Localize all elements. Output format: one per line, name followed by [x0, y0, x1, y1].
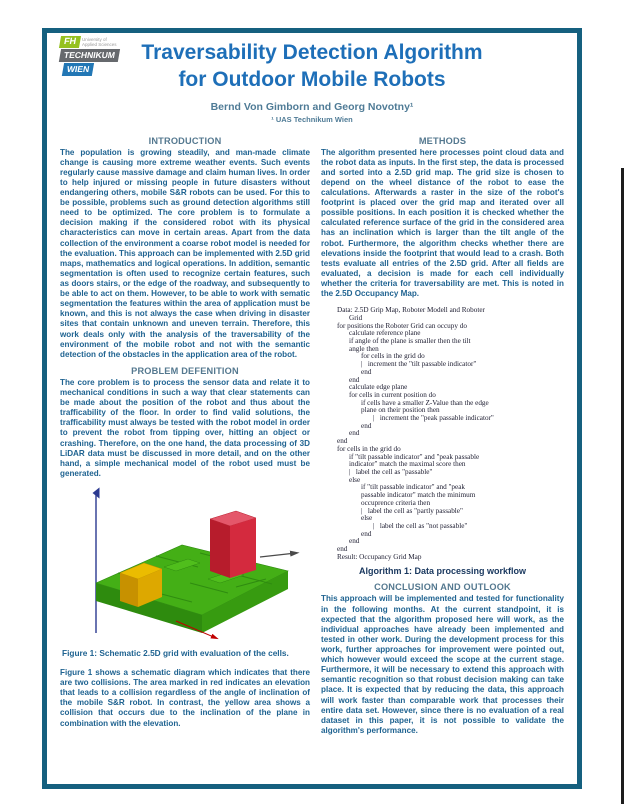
affiliation-line: ¹ UAS Technikum Wien — [271, 114, 353, 124]
introduction-heading: INTRODUCTION — [148, 135, 222, 146]
algorithm-1-caption: Algorithm 1: Data processing workflow — [358, 566, 527, 577]
y-axis-arrow — [260, 553, 296, 557]
algorithm-line: passable indicator" match the minimum — [361, 491, 476, 500]
algorithm-line: calculate edge plane — [349, 383, 408, 392]
methods-text: The algorithm presented here processes point cloud data and the robot data as inputs. In the first step, the data is processed and sorted into a 2.5D grid map. The grid size is chosen to depend on the wheel distance of the robot to ease the calculations. Afterwards a raster in the size of the robot's footprint is placed over the grid map and iterated over all possible positions. In each position it is checked whether the calculated reference surface of the grid in the considered area has an inclination which is larger than the tilt angle of the robot. Furthermore, the algorithm checks whether there are elevations inside the footprint that would lead to a crash. Both tests evaluate all entries of the 2.5D grid. After all fields are evaluated, a decision is made for each cell individually whether the criteria for traversability are met. This is noted in the 2.5D Occupancy Map. — [321, 147, 564, 299]
algorithm-line: end — [349, 537, 360, 546]
fh-technikum-wien-logo — [60, 36, 130, 75]
left-column — [60, 130, 310, 740]
problem-definition-text: The core problem is to process the sensor data and relate it to mechanical conditions in such a way that clear statements can be made about the position of the robot and thus about the trafficability of the floor. In order to find valid solutions, the trafficability must always be tested with the robot model in order to prevent the robot from tipping over, hitting an object or crashing. Therefore, on the one hand, the data processing of 3D LiDAR data must be discussed in more detail, and on the other hand, a simple mechanical model of the robot used must be generated. — [60, 377, 310, 478]
algorithm-line: end — [349, 375, 360, 384]
algorithm-line: end — [349, 429, 360, 438]
figure-discussion-text: Figure 1 shows a schematic diagram which indicates that there are two collisions. The area marked in red indicates an elevation that leads to a collision regardless of the angle of inclination of the mobile S&R robot. In contrast, the yellow area shows a collision that occurs due to the inclination of the plane in combination with the elevation. — [60, 667, 310, 728]
algorithm-line: | label the cell as "not passable" — [373, 521, 468, 530]
algorithm-line: | increment the "peak passable indicator" — [373, 414, 494, 423]
algorithm-line: if angle of the plane is smaller then the tilt — [349, 337, 471, 346]
figure-2_5d-grid-schematic — [60, 483, 310, 641]
methods-heading: METHODS — [418, 135, 467, 146]
algorithm-line: Result: Occupancy Grid Map — [337, 552, 422, 561]
right-column — [321, 130, 564, 740]
logo-fh-mark: FH — [59, 36, 81, 48]
authors-line: Bernd Von Gimborn and Georg Novotny¹ — [210, 100, 414, 113]
algorithm-line: angle then — [349, 344, 379, 353]
algorithm-pseudocode — [321, 303, 564, 563]
introduction-text: The population is growing steadily, and man-made climate change is causing more extreme weather events. Such events regularly cause massive damage and claim human lives. In order to help injured or missing people in future disasters without endangering others, mobile S&R robots can be used. For this to be possible, problems such as ground detection algorithms still need to be optimized. The core problem is to formulate a decision making if the considered robot with its physical characteristics can move in certain areas. Apart from the data collection of the environment a coarse robot model is needed for the evaluation. This approach can be implemented with 2.5D grid maps, mathematics and logical operations. In addition, semantic segmentation is often used to recognize certain features, such as doors stairs, or the edge of the roadway, and subsequently to be able to act on them. However, to be able to work with sematic segmentation the features within the area of application must be known, and this is not always the case when driving in disaster sites that contain unknown and uneven terrain. Therefore, this work deals only with the analysis of the traversability of the environment of the mobile robot and not with the semantic detection of the obstacles in the application area of the robot. — [60, 147, 310, 359]
algorithm-line: occuprence criteria then — [361, 498, 431, 507]
logo-technikum-bar: TECHNIKUM — [59, 49, 120, 62]
logo-wien-bar: WIEN — [62, 63, 94, 76]
algorithm-line: end — [337, 437, 348, 446]
algorithm-line: if "tilt passable indicator" and "peak passable — [349, 452, 480, 461]
poster-title-line1: Traversability Detection Algorithm — [141, 41, 483, 64]
conclusion-text: This approach will be implemented and tested for functionality in the following months. At the current standpoint, it is expected that the algorithm proposed here will work, as the individual approaches have already been implemented and tested in other work. During the development process for this work, further approaches for improvement were pointed out, which however would exceed the scope at the current stage. Furthermore, it will be necessary to extend this approach with semantic recognition so that robust decision making can take place. It is expected that by reducing the data, this approach will work faster than comparable work that processes their entire data set. However, since there is no evaluation of a real dataset in this paper, it is not possible to validate the algorithm's performance. — [321, 594, 564, 735]
algorithm-line: plane on their position then — [361, 406, 440, 415]
algorithm-line: | label the cell as "passable" — [349, 468, 433, 476]
algorithm-line: for cells in the grid do — [361, 352, 425, 361]
algorithm-line: | increment the "tilt passable indicator" — [361, 360, 477, 369]
algorithm-line: end — [337, 545, 348, 554]
algorithm-line: if cells have a smaller Z-Value than the edge — [361, 398, 489, 407]
poster-title-line2: for Outdoor Mobile Robots — [178, 68, 446, 92]
algorithm-line: else — [361, 514, 373, 523]
algorithm-line: end — [361, 421, 372, 430]
algorithm-line: for positions the Roboter Grid can occupy do — [337, 321, 467, 330]
algorithm-line: Data: 2.5D Grip Map, Roboter Modell and Roboter — [337, 306, 485, 315]
algorithm-line: for cells in current position do — [349, 390, 436, 399]
algorithm-line: end — [361, 367, 372, 376]
logo-university-text: University of Applied Sciences — [82, 37, 117, 48]
poster-frame — [42, 28, 582, 789]
algorithm-line: end — [361, 529, 372, 538]
problem-definition-heading: PROBLEM DEFENITION — [131, 365, 239, 376]
figure-1 — [60, 483, 310, 658]
poster-header — [47, 33, 577, 124]
two-column-body — [47, 124, 577, 740]
algorithm-line: indicator" match the maximal score then — [349, 460, 466, 469]
algorithm-line: if "tilt passable indicator" and "peak — [361, 483, 466, 492]
algorithm-line: for cells in the grid do — [337, 444, 401, 453]
red-collision-cell — [210, 511, 256, 578]
conclusion-heading: CONCLUSION AND OUTLOOK — [374, 582, 511, 593]
algorithm-line: Grid — [349, 313, 363, 322]
algorithm-line: | label the cell as "partly passable" — [361, 506, 463, 515]
algorithm-line: calculate reference plane — [349, 329, 421, 338]
figure-1-caption: Figure 1: Schematic 2.5D grid with evaluation of the cells. — [62, 647, 289, 658]
algorithm-line: else — [349, 475, 361, 484]
